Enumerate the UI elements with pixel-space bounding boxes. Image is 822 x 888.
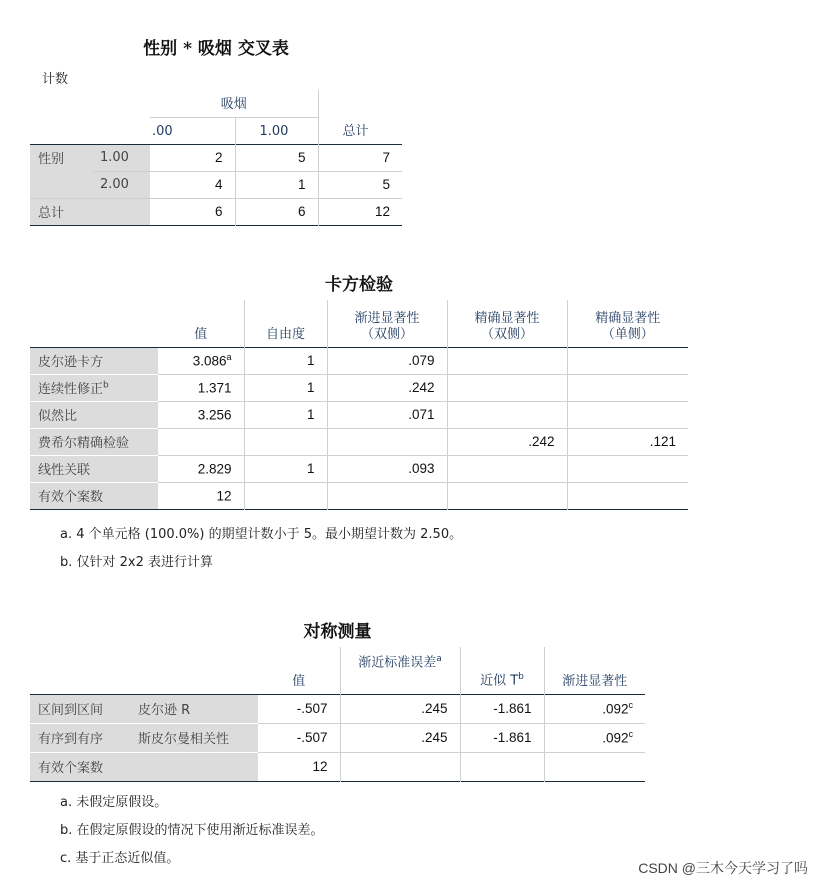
- crosstab-col-header: 1.00: [235, 117, 318, 144]
- crosstab-col-header: .00: [152, 123, 173, 139]
- col-header-asym-sig: 渐进显著性 （双侧）: [327, 300, 447, 347]
- cell-exact-1sided: [567, 482, 688, 509]
- cell-exact-1sided: [567, 347, 688, 374]
- row-label: 皮尔逊 R: [130, 694, 258, 723]
- cell-df: 1: [244, 401, 327, 428]
- table-row: [30, 752, 645, 781]
- cell: 5: [235, 144, 318, 171]
- cell-asym-sig: .079: [327, 347, 447, 374]
- table-row: [30, 401, 688, 428]
- row-label: 有效个案数: [30, 482, 158, 509]
- table-row: [30, 428, 688, 455]
- cell-value: [158, 428, 244, 455]
- cell-empty: [340, 752, 460, 781]
- col-header-value: 值: [292, 673, 306, 689]
- cell-sig: .092$^c$: [544, 723, 645, 752]
- crosstab-caption: 计数: [42, 72, 69, 87]
- cell: 5: [318, 171, 402, 198]
- row-category: 有序到有序: [30, 723, 130, 752]
- symm-footnote-a: a. 未假定原假设。: [60, 795, 168, 810]
- table-row: [30, 171, 402, 198]
- row-category: 区间到区间: [30, 694, 130, 723]
- row-group-label: 性别: [30, 144, 92, 171]
- row-label: 皮尔逊卡方: [30, 347, 158, 374]
- row-label: 线性关联: [30, 455, 158, 482]
- cell-empty: [460, 752, 544, 781]
- cell-value: 1.371: [158, 374, 244, 401]
- cell-exact-1sided: [567, 374, 688, 401]
- table-row: [30, 723, 645, 752]
- cell-df: [244, 482, 327, 509]
- col-header-df: 自由度: [244, 300, 327, 347]
- cell-value: 2.829: [158, 455, 244, 482]
- row-label: 总计: [30, 198, 150, 225]
- table-row: [30, 694, 645, 723]
- col-header-exact-1sided: 精确显著性 （单侧）: [567, 300, 688, 347]
- crosstab-col-header: 总计: [318, 117, 402, 144]
- symm-footnote-b: b. 在假定原假设的情况下使用渐近标准误差。: [60, 823, 324, 838]
- col-header-approx-t: 近似 $T^b$: [460, 647, 544, 694]
- symm-table: [30, 647, 645, 782]
- table-row: [30, 347, 688, 374]
- cell-exact-2sided: [447, 401, 567, 428]
- crosstab-title: 性别 * 吸烟 交叉表: [143, 39, 289, 59]
- cell-empty: [544, 752, 645, 781]
- symm-footnote-c: c. 基于正态近似值。: [60, 851, 180, 866]
- cell-exact-1sided: [567, 455, 688, 482]
- cell-asym-sig: .242: [327, 374, 447, 401]
- cell-exact-2sided: [447, 347, 567, 374]
- cell-df: 1: [244, 455, 327, 482]
- table-row: [30, 198, 402, 225]
- table-row: [30, 144, 402, 171]
- chisq-footnote-a: a. 4 个单元格 (100.0%) 的期望计数小于 5。最小期望计数为 2.50。: [60, 527, 463, 542]
- cell: 12: [318, 198, 402, 225]
- cell: 4: [214, 177, 223, 192]
- cell-ase: .245: [340, 694, 460, 723]
- col-header-value: 值: [194, 326, 208, 342]
- table-row: [30, 374, 688, 401]
- table-row: [30, 482, 688, 509]
- cell-asym-sig: .071: [327, 401, 447, 428]
- row-label: 似然比: [30, 401, 158, 428]
- cell-value: 3.086$^a$: [158, 347, 244, 374]
- cell-df: [244, 428, 327, 455]
- cell: 6: [214, 204, 223, 219]
- col-header-sig: 渐进显著性: [544, 647, 645, 694]
- symm-title: 对称测量: [303, 622, 372, 642]
- cell-value: 3.256: [158, 401, 244, 428]
- cell-approx-t: -1.861: [460, 723, 544, 752]
- cell-df: 1: [244, 347, 327, 374]
- cell-exact-2sided: [447, 455, 567, 482]
- row-label: 有效个案数: [30, 752, 258, 781]
- crosstab-col-group: 吸烟: [150, 90, 318, 117]
- chisq-title: 卡方检验: [325, 275, 393, 295]
- cell-exact-2sided: .242: [447, 428, 567, 455]
- cell-exact-2sided: [447, 374, 567, 401]
- col-header-exact-2sided: 精确显著性 （双侧）: [447, 300, 567, 347]
- cell-asym-sig: .093: [327, 455, 447, 482]
- chisq-table: [30, 300, 688, 510]
- cell-exact-2sided: [447, 482, 567, 509]
- cell-approx-t: -1.861: [460, 694, 544, 723]
- chisq-footnote-b: b. 仅针对 2x2 表进行计算: [60, 555, 214, 570]
- row-label: 1.00: [92, 144, 150, 171]
- cell: 7: [318, 144, 402, 171]
- table-row: [30, 455, 688, 482]
- cell-value: 12: [216, 488, 232, 504]
- row-label: 连续性修正$^b$: [30, 374, 158, 401]
- crosstab-table: [30, 90, 402, 226]
- row-label: 2.00: [92, 171, 150, 198]
- watermark: CSDN @三木今天学习了吗: [638, 860, 808, 876]
- cell-asym-sig: [327, 428, 447, 455]
- row-label: 斯皮尔曼相关性: [130, 723, 258, 752]
- cell-exact-1sided: .121: [567, 428, 688, 455]
- cell-exact-1sided: [567, 401, 688, 428]
- cell: 2: [150, 144, 235, 171]
- cell-asym-sig: [327, 482, 447, 509]
- cell-value: 12: [312, 759, 328, 774]
- col-header-ase: 渐近标准误差$^a$: [340, 647, 460, 694]
- cell-value: -.507: [258, 723, 340, 752]
- cell: 6: [235, 198, 318, 225]
- cell-sig: .092$^c$: [544, 694, 645, 723]
- cell-ase: .245: [340, 723, 460, 752]
- cell-value: -.507: [258, 694, 340, 723]
- cell-df: 1: [244, 374, 327, 401]
- cell: 1: [235, 171, 318, 198]
- row-label: 费希尔精确检验: [30, 428, 158, 455]
